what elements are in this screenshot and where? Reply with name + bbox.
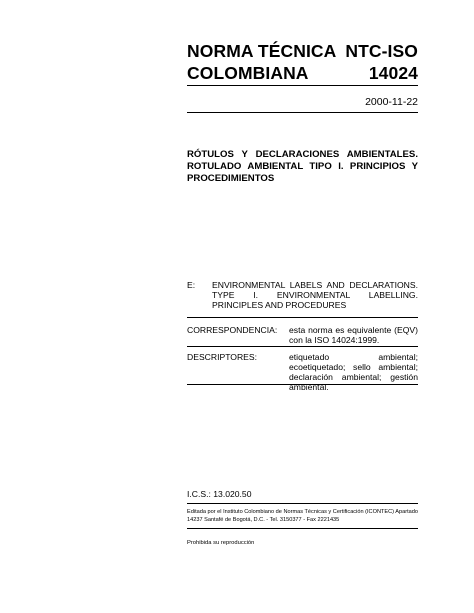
divider <box>187 112 418 113</box>
ics-code: I.C.S.: 13.020.50 <box>187 489 252 499</box>
standard-type-line-2: COLOMBIANA <box>187 63 309 83</box>
standard-number-line-2: 14024 <box>368 63 418 83</box>
divider <box>187 317 418 318</box>
descriptores-label: DESCRIPTORES: <box>187 352 258 362</box>
divider <box>187 384 418 385</box>
english-title: ENVIRONMENTAL LABELS AND DECLARATIONS. TYPE I. ENVIRONMENTAL LABELLING. PRINCIPLES AND PROCEDURES <box>212 280 418 310</box>
standard-number-line-1: NTC-ISO <box>345 41 418 61</box>
standard-number-heading <box>345 40 418 84</box>
reproduction-notice: Prohibida su reproducción <box>187 540 255 546</box>
publication-date: 2000-11-22 <box>365 96 418 108</box>
english-title-label: E: <box>187 280 196 290</box>
divider <box>187 85 418 86</box>
descriptores-value: etiquetado ambiental; ecoetiquetado; sello ambiental; declaración ambiental; gestión ambiental. <box>289 352 418 392</box>
divider <box>187 528 418 529</box>
correspondencia-value: esta norma es equivalente (EQV) con la ISO 14024:1999. <box>289 325 418 345</box>
standard-type-line-1: NORMA TÉCNICA <box>187 41 337 61</box>
divider <box>187 346 418 347</box>
divider <box>187 503 418 504</box>
standard-type-heading <box>187 40 336 84</box>
document-title: RÓTULOS Y DECLARACIONES AMBIENTALES. ROTULADO AMBIENTAL TIPO I. PRINCIPIOS Y PROCEDIMIENTOS <box>187 149 418 184</box>
correspondencia-label: CORRESPONDENCIA: <box>187 325 278 335</box>
publisher-info: Editada por el Instituto Colombiano de Normas Técnicas y Certificación (ICONTEC) Apartado 14237 Santafé de Bogotá, D.C. - Tel. 3150377 - Fax 2221435 <box>187 509 418 523</box>
